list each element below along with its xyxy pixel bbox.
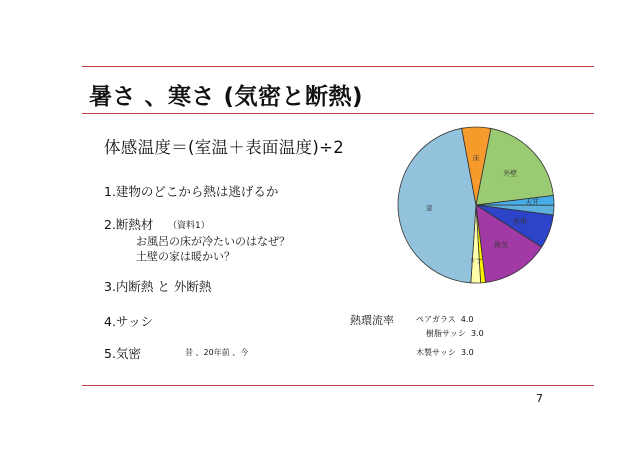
topic-2: 2.断熱材 xyxy=(104,217,154,232)
footer-rule xyxy=(82,385,594,386)
pie-label-6: ドア xyxy=(468,257,483,266)
question-1: お風呂の床が冷たいのはなぜ？ xyxy=(136,235,290,248)
question-2: 土壁の家は暖かい？ xyxy=(136,250,235,263)
pie-label-1: 天井 xyxy=(525,198,540,207)
topic-5: 5.気密 xyxy=(104,346,141,361)
sash-heading: 熱環流率 xyxy=(350,314,394,327)
topic-4: 4.サッシ xyxy=(104,314,154,329)
title-rule-top xyxy=(82,66,594,67)
heat-loss-pie-chart xyxy=(386,125,566,285)
sash-row-2-name: 樹脂サッシ xyxy=(426,329,466,338)
sash-row-2 xyxy=(426,328,484,339)
pie-label-7: 窓 xyxy=(425,204,433,213)
sash-row-1-name: ペアガラス xyxy=(416,315,456,324)
pie-label-8: 床 xyxy=(472,154,480,163)
slide-title: 暑さ 、寒さ (気密と断熱) xyxy=(89,84,364,110)
topic-2-note: （資料1） xyxy=(168,221,210,231)
page-number: 7 xyxy=(536,392,543,405)
pie-label-3: 屋根 xyxy=(513,217,527,226)
pie-label-4: 換気 xyxy=(493,241,508,250)
sash-row-3-value: 3.0 xyxy=(460,348,474,357)
topic-5-note: 昔 、20年前 、今 xyxy=(185,348,249,357)
sash-row-1 xyxy=(416,314,474,325)
formula-text: 体感温度＝(室温＋表面温度)÷2 xyxy=(104,138,344,157)
sash-row-1-value: 4.0 xyxy=(460,315,474,324)
pie-slice-7 xyxy=(398,128,476,283)
topic-1: 1.建物のどこから熱は逃げるか xyxy=(104,184,279,199)
title-rule-bottom xyxy=(82,113,594,114)
sash-row-3 xyxy=(416,347,474,358)
sash-row-2-value: 3.0 xyxy=(470,329,484,338)
pie-label-0: 外壁 xyxy=(503,169,518,178)
sash-row-3-name: 木製サッシ xyxy=(416,348,456,357)
topic-3: 3.内断熱 と 外断熱 xyxy=(104,279,212,294)
